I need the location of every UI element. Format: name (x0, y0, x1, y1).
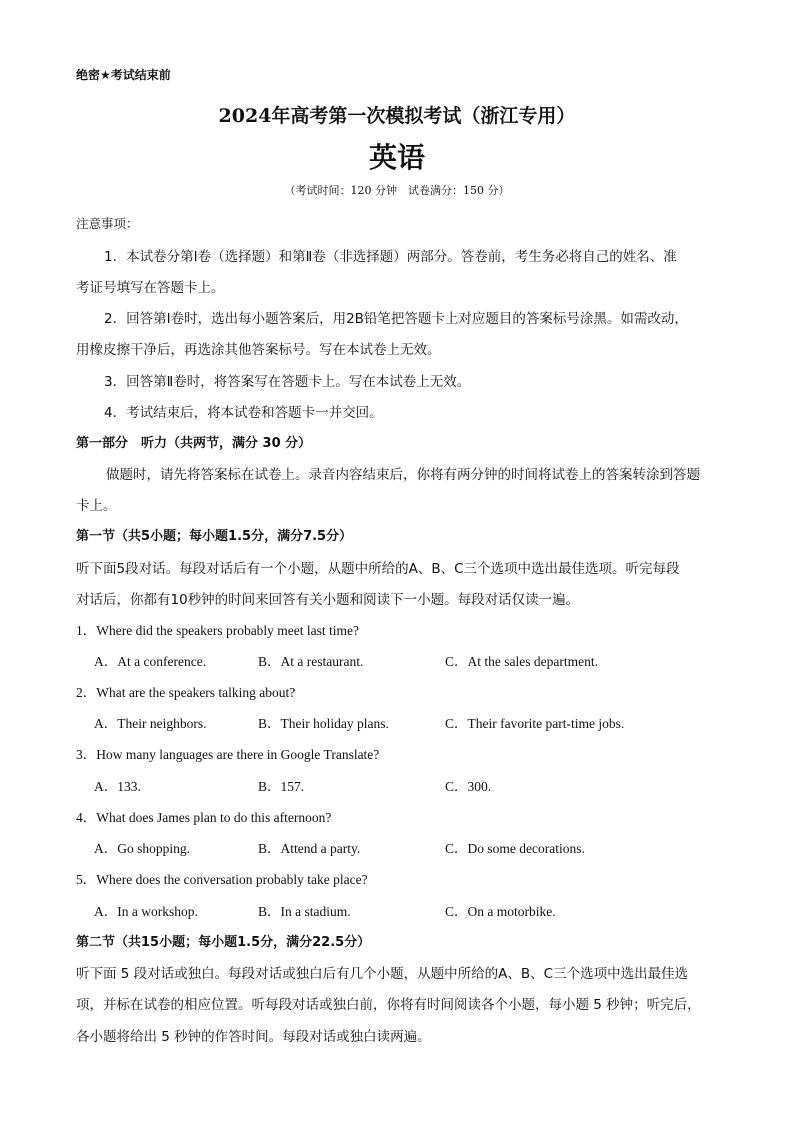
option-c: C．Do some decorations. (445, 841, 585, 856)
notice-line: 1．本试卷分第Ⅰ卷（选择题）和第Ⅱ卷（非选择题）两部分。答卷前，考生务必将自己的姓名、准 (104, 249, 677, 265)
section1-heading: 第一节（共5小题；每小题1.5分，满分7.5分） (76, 529, 353, 544)
part1-intro-line: 做题时，请先将答案标在试卷上。录音内容结束后，你将有两分钟的时间将试卷上的答案转涂到答题 (106, 467, 700, 483)
part1-intro-line: 卡上。 (76, 498, 117, 514)
part1-heading: 第一部分 听力（共两节，满分 30 分） (76, 436, 312, 451)
section1-instruction-line: 听下面5段对话。每段对话后有一个小题，从题中所给的A、B、C三个选项中选出最佳选项。听完每段 (76, 561, 680, 577)
option-c: C．On a motorbike. (445, 904, 556, 919)
option-b: B．157. (258, 779, 305, 794)
section2-instruction-line: 各小题将给出 5 秒钟的作答时间。每段对话或独白读两遍。 (76, 1029, 431, 1045)
option-b: B．Their holiday plans. (258, 716, 389, 731)
question-stem: 4．What does James plan to do this afternoon? (76, 810, 332, 825)
option-c: C．Their favorite part-time jobs. (445, 716, 625, 731)
section2-instruction-line: 项，并标在试卷的相应位置。听每段对话或独白前，你将有时间阅读各个小题，每小题 5 秒钟；听完后， (76, 997, 701, 1013)
question-stem: 5．Where does the conversation probably take place? (76, 872, 368, 887)
subject-title: 英语 (368, 141, 425, 174)
option-b: B．At a restaurant. (258, 654, 364, 669)
option-a: A．Go shopping. (94, 841, 191, 856)
option-a: A．At a conference. (94, 654, 207, 669)
notice-line: 3．回答第Ⅱ卷时，将答案写在答题卡上。写在本试卷上无效。 (104, 374, 471, 390)
notice-line: 4．考试结束后，将本试卷和答题卡一并交回。 (104, 405, 383, 421)
option-b: B．Attend a party. (258, 841, 361, 856)
section2-instruction-line: 听下面 5 段对话或独白。每段对话或独白后有几个小题，从题中所给的A、B、C三个选项中选出最佳选 (76, 966, 689, 982)
question-stem: 2．What are the speakers talking about? (76, 685, 296, 700)
option-a: A．Their neighbors. (94, 716, 207, 731)
confidential-mark: 绝密★考试结束前 (76, 68, 171, 82)
question-stem: 1．Where did the speakers probably meet last time? (76, 623, 360, 638)
question-stem: 3．How many languages are there in Google Translate? (76, 747, 380, 762)
notice-heading: 注意事项： (76, 216, 139, 231)
exam-title: 2024年高考第一次模拟考试（浙江专用） (218, 105, 576, 127)
notice-line: 2．回答第Ⅰ卷时，选出每小题答案后，用2B铅笔把答题卡上对应题目的答案标号涂黑。如需改动， (104, 311, 688, 327)
notice-line: 考证号填写在答题卡上。 (76, 280, 225, 296)
section1-instruction-line: 对话后，你都有10秒钟的时间来回答有关小题和阅读下一小题。每段对话仅读一遍。 (76, 592, 580, 608)
option-a: A．In a workshop. (94, 904, 198, 919)
option-b: B．In a stadium. (258, 904, 351, 919)
option-c: C．300. (445, 779, 492, 794)
notice-line: 用橡皮擦干净后，再选涂其他答案标号。写在本试卷上无效。 (76, 342, 441, 358)
option-a: A．133. (94, 779, 141, 794)
section2-heading: 第二节（共15小题；每小题1.5分，满分22.5分） (76, 935, 371, 950)
option-c: C．At the sales department. (445, 654, 598, 669)
exam-meta: （考试时间：120 分钟 试卷满分：150 分） (284, 184, 510, 197)
